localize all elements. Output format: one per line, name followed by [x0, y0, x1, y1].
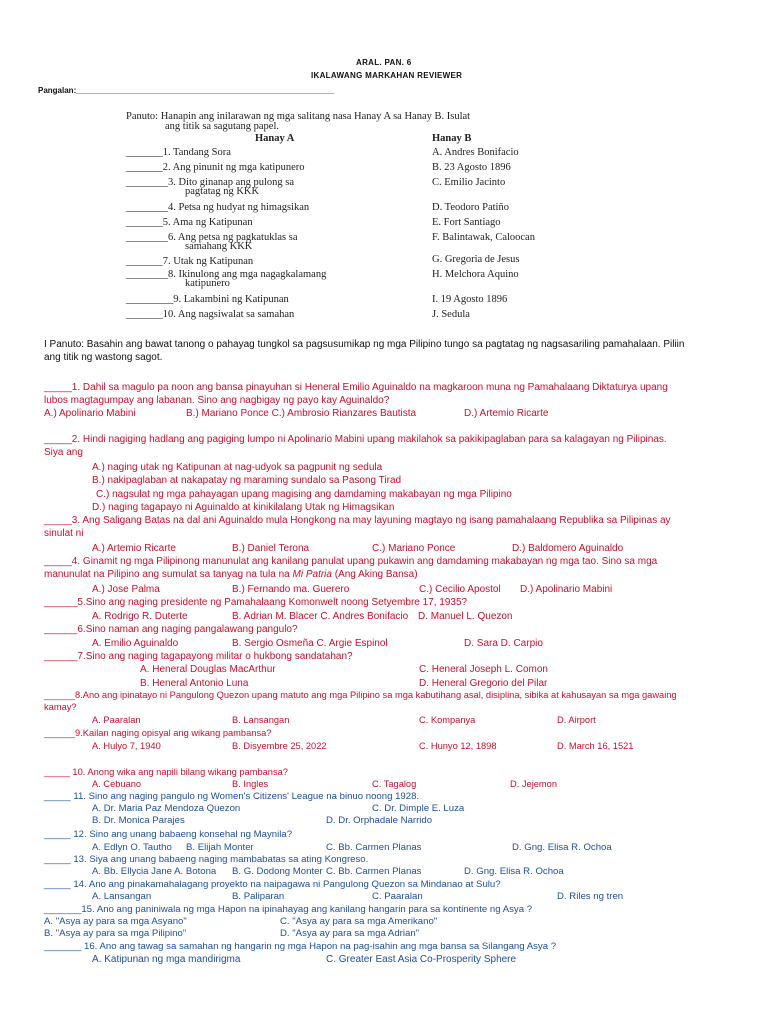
choice: D.) naging tagapayo ni Aguinaldo at kinikilalang Utak ng Himagsikan	[92, 502, 395, 513]
list-item: A. Andres Bonifacio	[432, 147, 519, 158]
list-item: C. Emilio Jacinto	[432, 177, 506, 188]
choice: B. G. Dodong Monter	[232, 866, 323, 877]
question-1-cont: lubos magtagumpay ang labanan. Sino ang nagbigay ng payo kay Aguinaldo?	[44, 395, 390, 406]
list-item: katipunero	[185, 278, 230, 289]
subject-title: ARAL. PAN. 6	[356, 58, 412, 67]
choice: D. "Asya ay para sa mga Adrian"	[280, 928, 420, 939]
choice: C. Heneral Joseph L. Comon	[419, 664, 548, 675]
choice: A.) Artemio Ricarte	[92, 543, 176, 554]
list-item: pagtatag ng KKK	[185, 186, 260, 197]
choice: D. Riles ng tren	[557, 891, 624, 902]
choice: B. Paliparan	[232, 891, 285, 902]
question-3-cont: sinulat ni	[44, 528, 84, 539]
question-7: ______7.Sino ang naging tagapayong militar o hukbong sandatahan?	[44, 651, 353, 662]
choice: B. Elijah Monter	[186, 842, 254, 853]
choice: B. Lansangan	[232, 715, 290, 725]
question-12: _____ 12. Sino ang unang babaeng konsehal ng Maynila?	[44, 829, 293, 840]
choice: A. Cebuano	[92, 779, 142, 789]
question-8-cont: kamay?	[44, 702, 77, 712]
choice: D. Jejemon	[510, 779, 558, 789]
choice: D. Manuel L. Quezon	[418, 611, 513, 622]
list-item: _______1. Tandang Sora	[126, 147, 231, 158]
part2-instruction-cont: ang titik ng wastong sagot.	[44, 352, 163, 363]
choice: B. Ingles	[232, 779, 269, 789]
column-a-heading: Hanay A	[255, 133, 295, 144]
choice: A. Lansangan	[92, 891, 152, 902]
choice: B. Sergio Osmeña C. Argie Espinol	[232, 638, 388, 649]
choice: A. Emilio Aguinaldo	[92, 638, 179, 649]
choice: B.) nakipaglaban at nakapatay ng maraming sundalo sa Pasong Tirad	[92, 475, 402, 486]
part1-instruction-cont: ang titik sa sagutang papel.	[165, 121, 280, 132]
choice: C. Tagalog	[372, 779, 417, 789]
question-8: ______8.Ano ang ipinatayo ni Pangulong Quezon upang matuto ang mga Pilipino sa mga kabutihang asal, disiplina, sibika at kahusayan sa mga gawaing	[44, 690, 677, 700]
choice: D. Airport	[557, 715, 596, 725]
choice: D.) Artemio Ricarte	[464, 408, 549, 419]
question-2: _____2. Hindi nagiging hadlang ang pagiging lumpo ni Apolinario Mabini upang makilahok sa pakikipaglaban para sa kalagayan ng Pilipinas.	[44, 434, 667, 445]
name-field-label: Pangalan:__________________________________________________________	[38, 86, 335, 95]
list-item: E. Fort Santiago	[432, 217, 501, 228]
list-item: F. Balintawak, Caloocan	[432, 232, 535, 243]
list-item: ________3. Dito ginanap ang pulong sa	[126, 177, 294, 188]
question-4-text: manunulat na Pilipino ang sumulat sa tanyag na tula na	[44, 569, 293, 580]
choice: D. Sara D. Carpio	[464, 638, 543, 649]
list-item: _______7. Utak ng Katipunan	[126, 256, 254, 267]
choice: D. Gng. Elisa R. Ochoa	[512, 842, 612, 853]
question-10: _____ 10. Anong wika ang napili bilang wikang pambansa?	[44, 767, 288, 777]
choice: B. Heneral Antonio Luna	[140, 678, 249, 689]
question-11: _____ 11. Sino ang naging pangulo ng Women's Citizens' League na binuo noong 1928.	[44, 791, 420, 802]
list-item: _______2. Ang pinunit ng mga katipunero	[126, 162, 305, 173]
part2-instruction: I Panuto: Basahin ang bawat tanong o pahayag tungkol sa pagsusumikap ng mga Pilipino tungo sa pagtatag ng nagsasariling pamahalaan. Piliin	[44, 339, 685, 350]
list-item: D. Teodoro Patiño	[432, 202, 509, 213]
choice: A.) naging utak ng Katipunan at nag-udyok sa pagpunit ng sedula	[92, 462, 383, 473]
question-13: _____ 13. Siya ang unang babaeng naging mambabatas sa ating Kongreso.	[44, 854, 369, 865]
choice: A. Katipunan ng mga mandirigma	[92, 954, 241, 965]
list-item: samahang KKK	[185, 241, 253, 252]
choice: A. "Asya ay para sa mga Asyano"	[44, 916, 187, 927]
list-item: J. Sedula	[432, 309, 470, 320]
question-16: _______ 16. Ano ang tawag sa samahan ng hangarin ng mga Hapon na pag-isahin ang mga bansa sa Silangang Asya ?	[44, 941, 557, 952]
choice: C. Greater East Asia Co-Prosperity Sphere	[326, 954, 517, 965]
choice: C. Dr. Dimple E. Luza	[372, 803, 465, 814]
choice: A.) Apolinario Mabini	[44, 408, 136, 419]
list-item: ________6. Ang petsa ng pagkatuklas sa	[126, 232, 298, 243]
list-item: B. 23 Agosto 1896	[432, 162, 511, 173]
choice: B.) Mariano Ponce C.) Ambrosio Rianzares Bautista	[186, 408, 417, 419]
list-item: G. Gregoria de Jesus	[432, 254, 520, 265]
question-6: ______6.Sino naman ang naging pangalawang pangulo?	[44, 624, 298, 635]
choice: B.) Fernando ma. Guerero	[232, 584, 350, 595]
choice: A. Dr. Maria Paz Mendoza Quezon	[92, 803, 241, 814]
list-item: ________8. Ikinulong ang mga nagagkalamang	[126, 269, 327, 280]
choice: C. Paaralan	[372, 891, 423, 902]
question-4: _____4. Ginamit ng mga Pilipinong manunulat ang kanilang panulat upang pukawin ang damdaming makabayan ng mga tao. Sino sa mga	[44, 556, 658, 567]
list-item: _________9. Lakambini ng Katipunan	[126, 294, 289, 305]
choice: B. "Asya ay para sa mga Pilipino"	[44, 928, 187, 939]
choice: A. Hulyo 7, 1940	[92, 741, 161, 751]
choice: C. Bb. Carmen Planas	[326, 866, 422, 877]
poem-title: Mi Patria	[292, 569, 332, 580]
choice: C.) Cecilio Apostol	[419, 584, 501, 595]
document-title: IKALAWANG MARKAHAN REVIEWER	[311, 71, 463, 80]
question-2-cont: Siya ang	[44, 447, 83, 458]
choice: B. Dr. Monica Parajes	[92, 815, 185, 826]
choice: A. Rodrigo R. Duterte	[92, 611, 188, 622]
choice: B. Disyembre 25, 2022	[232, 741, 327, 751]
choice: D. March 16, 1521	[557, 741, 634, 751]
choice: A. Paaralan	[92, 715, 141, 725]
choice: A. Edlyn O. Tautho	[92, 842, 172, 853]
choice: C. Bb. Carmen Planas	[326, 842, 422, 853]
question-4-text-end: (Ang Aking Bansa)	[331, 569, 418, 580]
choice: D. Dr. Orphadale Narrido	[326, 815, 433, 826]
question-3: _____3. Ang Saligang Batas na dal ani Aguinaldo mula Hongkong na may layuning magtayo ng isang pamahalaang Republika sa Pilipinas ay	[44, 515, 671, 526]
choice: B. Adrian M. Blacer C. Andres Bonifacio	[232, 611, 409, 622]
column-b-heading: Hanay B	[432, 133, 472, 144]
choice: B.) Daniel Terona	[232, 543, 310, 554]
choice: C.) nagsulat ng mga pahayagan upang magising ang damdaming makabayan ng mga Pilipino	[96, 489, 512, 500]
choice: C. Kompanya	[419, 715, 476, 725]
list-item: _______10. Ang nagsiwalat sa samahan	[126, 309, 295, 320]
choice: C. Hunyo 12, 1898	[419, 741, 497, 751]
question-9: ______9.Kailan naging opisyal ang wikang pambansa?	[44, 728, 272, 738]
choice: C. "Asya ay para sa mga Amerikano"	[280, 916, 438, 927]
choice: D. Heneral Gregorio del Pilar	[419, 678, 548, 689]
list-item: I. 19 Agosto 1896	[432, 294, 508, 305]
choice: D.) Apolinario Mabini	[520, 584, 613, 595]
choice: D.) Baldomero Aguinaldo	[512, 543, 624, 554]
choice: D. Gng. Elisa R. Ochoa	[464, 866, 564, 877]
choice: A. Heneral Douglas MacArthur	[140, 664, 276, 675]
choice: A. Bb. Ellycia Jane A. Botona	[92, 866, 217, 877]
question-4-cont	[44, 569, 418, 580]
question-14: _____ 14. Ano ang pinakamahalagang proyekto na naipagawa ni Pangulong Quezon sa Mindanao at Sulu?	[44, 879, 501, 890]
list-item: ________4. Petsa ng hudyat ng himagsikan	[126, 202, 310, 213]
choice: A.) Jose Palma	[92, 584, 160, 595]
question-1: _____1. Dahil sa magulo pa noon ang bansa pinayuhan si Heneral Emilio Aguinaldo na magkaroon muna ng Pamahalaang Diktaturya upang	[44, 382, 668, 393]
list-item: _______5. Ama ng Katipunan	[126, 217, 253, 228]
choice: C.) Mariano Ponce	[372, 543, 456, 554]
list-item: H. Melchora Aquino	[432, 269, 519, 280]
question-15: _______15. Ano ang paniniwala ng mga Hapon na ipinahayag ang kanilang hangarin para sa kontinente ng Asya ?	[44, 904, 533, 915]
part1-instruction: Panuto: Hanapin ang inilarawan ng mga salitang nasa Hanay A sa Hanay B. Isulat	[126, 111, 471, 122]
question-5: ______5.Sino ang naging presidente ng Pamahalaang Komonwelt noong Setyembre 17, 1935?	[44, 597, 468, 608]
